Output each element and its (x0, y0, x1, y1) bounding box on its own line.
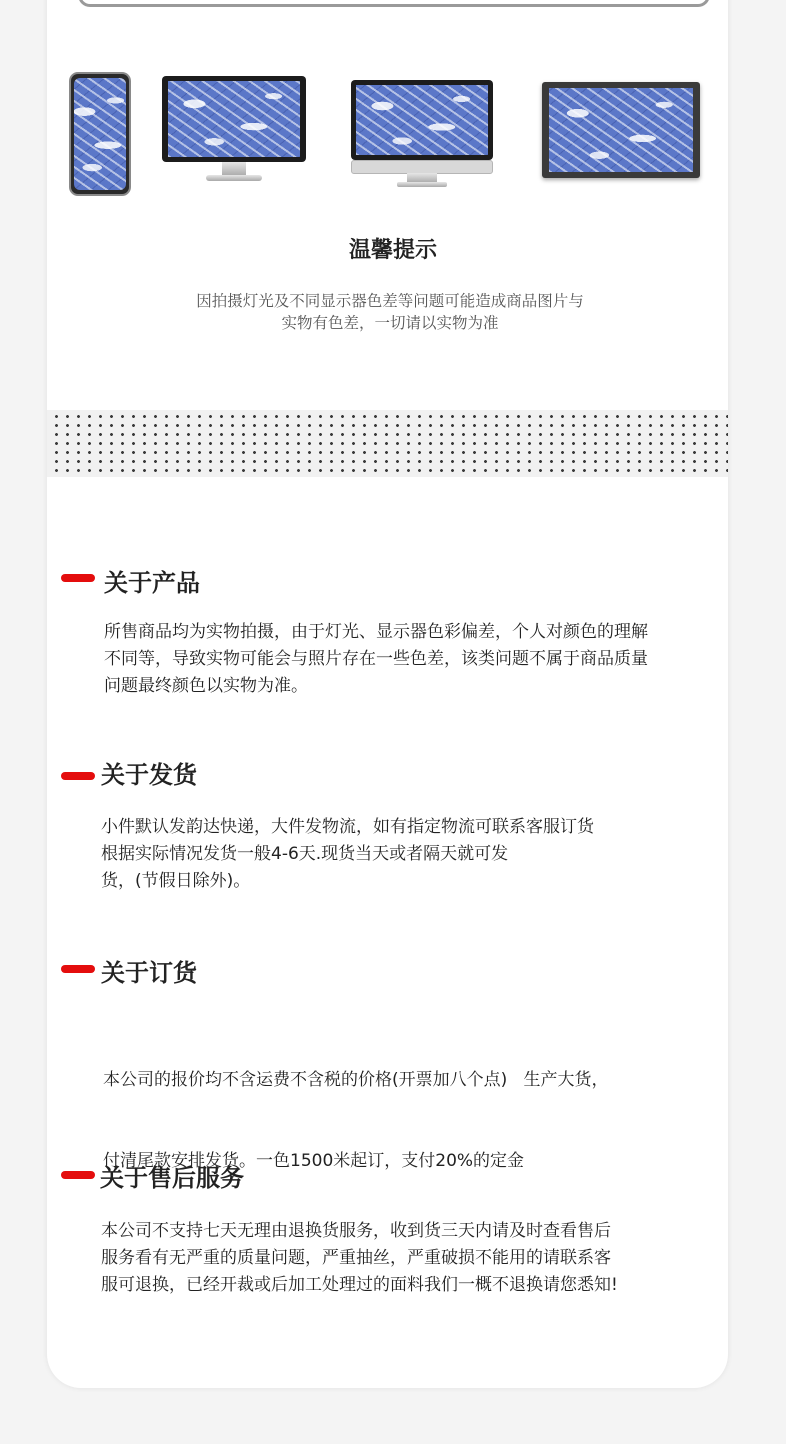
section-body-shipping (101, 814, 594, 895)
tablet-screen (549, 88, 693, 172)
section-line: 付清尾款安排发货。一色1500米起订，支付20%的定金 (103, 1151, 525, 1171)
desktop-screen (356, 85, 488, 155)
monitor-icon (162, 76, 306, 188)
top-frame-edge (78, 0, 710, 7)
section-marker (61, 772, 95, 780)
monitor-screen (168, 81, 300, 157)
section-line: 服可退换，已经开裁或后加工处理过的面料我们一概不退换请您悉知! (101, 1275, 618, 1295)
notice-text (150, 290, 630, 334)
section-marker (61, 574, 95, 582)
section-marker (61, 965, 95, 973)
section-line: 货，(节假日除外)。 (101, 871, 251, 891)
section-title-product: 关于产品 (104, 569, 200, 597)
notice-title: 温馨提示 (348, 238, 437, 263)
section-line: 问题最终颜色以实物为准。 (104, 676, 308, 696)
section-title-shipping: 关于发货 (101, 761, 197, 789)
section-marker (61, 1171, 95, 1179)
section-title-ordering: 关于订货 (101, 959, 197, 987)
dotted-divider (47, 410, 728, 477)
section-line: 服务看有无严重的质量问题，严重抽丝，严重破损不能用的请联系客 (101, 1248, 611, 1268)
notice-line: 因拍摄灯光及不同显示器色差等问题可能造成商品图片与 (196, 292, 584, 310)
notice-line: 实物有色差，一切请以实物为准 (281, 314, 499, 332)
section-body-after-sales (101, 1218, 618, 1299)
section-title-after-sales: 关于售后服务 (100, 1164, 244, 1192)
phone-icon (69, 72, 131, 196)
section-line: 本公司不支持七天无理由退换货服务，收到货三天内请及时查看售后 (101, 1221, 611, 1241)
tablet-icon (542, 82, 700, 178)
desktop-icon (351, 80, 493, 192)
section-line: 不同等，导致实物可能会与照片存在一些色差，该类问题不属于商品质量 (104, 649, 648, 669)
section-line: 根据实际情况发货一般4-6天.现货当天或者隔天就可发 (101, 844, 509, 864)
section-line: 所售商品均为实物拍摄，由于灯光、显示器色彩偏差，个人对颜色的理解 (104, 622, 648, 642)
section-line: 小件默认发韵达快递，大件发物流，如有指定物流可联系客服订货 (101, 817, 594, 837)
phone-screen (74, 78, 126, 190)
section-line: 本公司的报价均不含运费不含税的价格(开票加八个点) 生产大货， (103, 1070, 609, 1090)
section-body-product (104, 619, 648, 700)
